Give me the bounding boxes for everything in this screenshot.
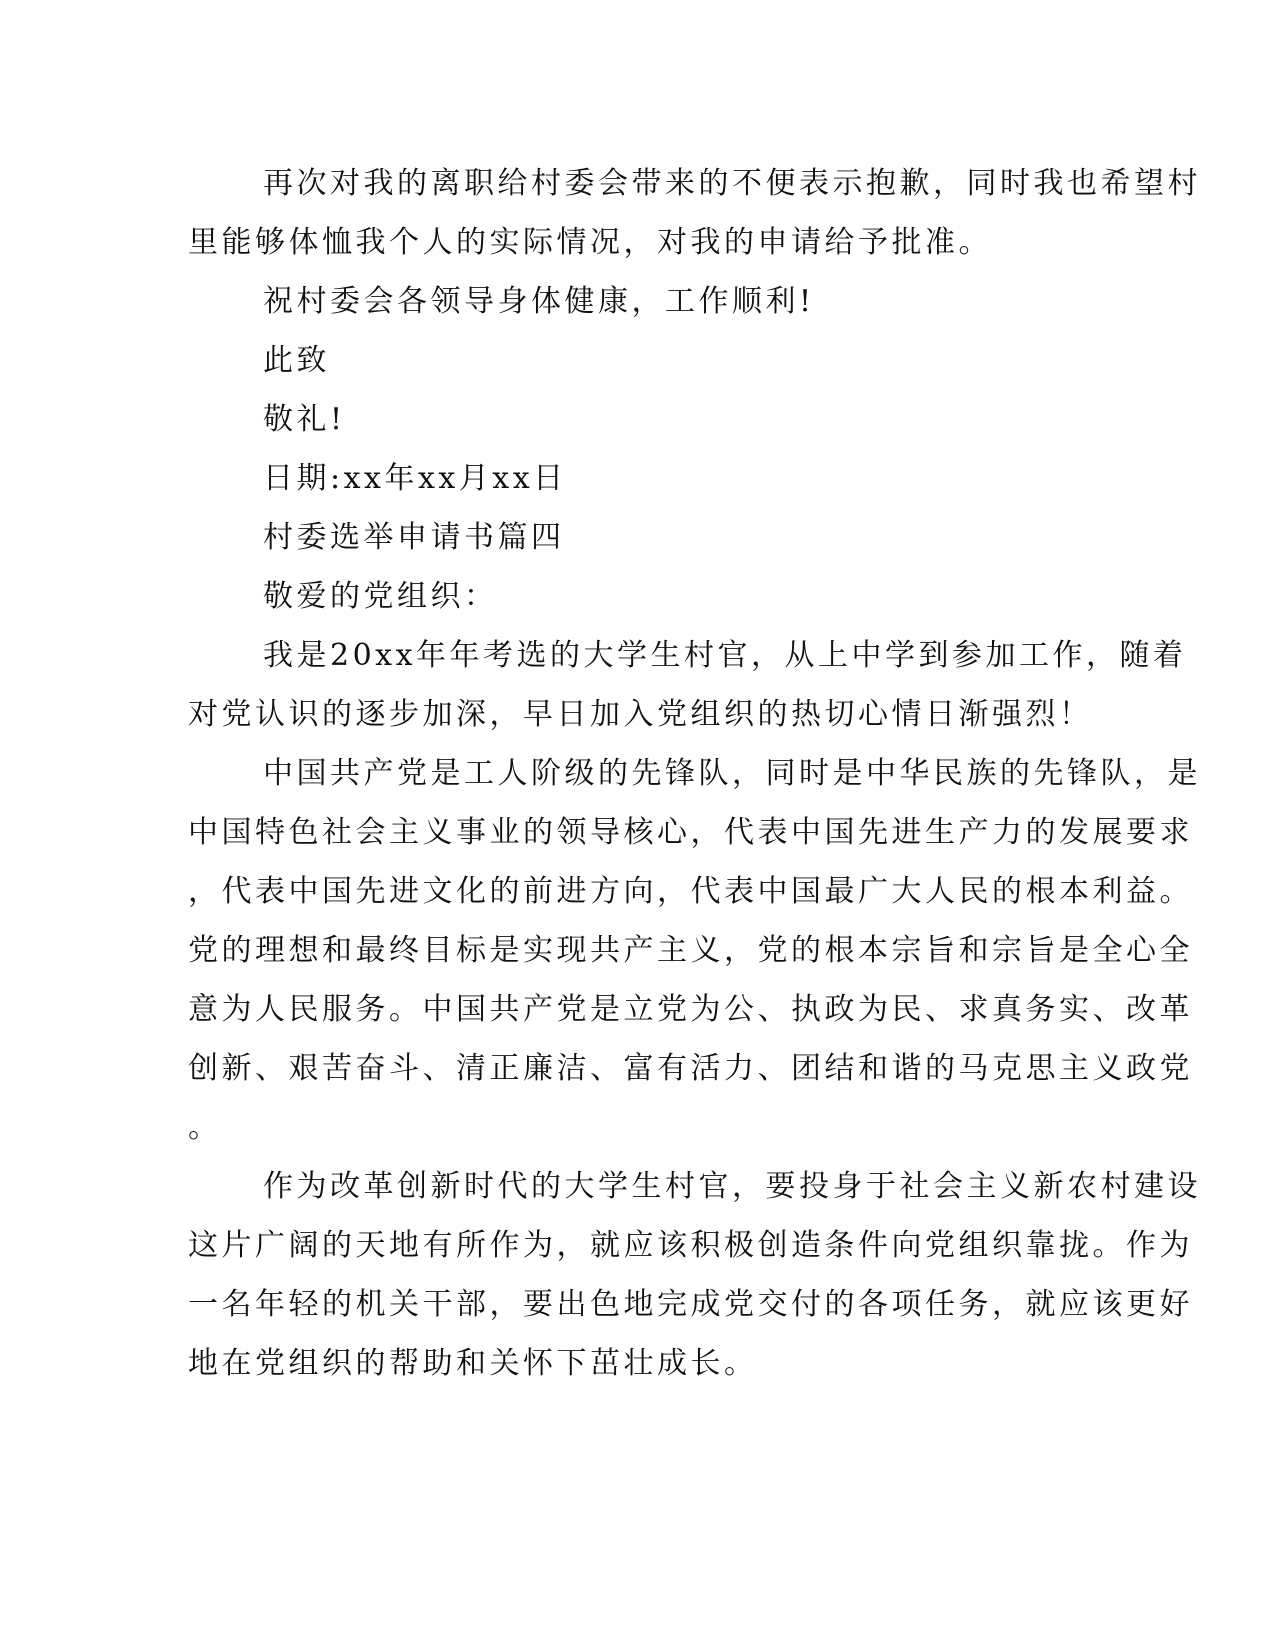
paragraph-reform-line-3: 一名年轻的机关干部，要出色地完成党交付的各项任务，就应该更好 — [188, 1287, 1193, 1322]
paragraph-party-line-3: ，代表中国先进文化的前进方向，代表中国最广大人民的根本利益。 — [188, 874, 1193, 909]
paragraph-apology-line-1: 再次对我的离职给村委会带来的不便表示抱歉，同时我也希望村 — [263, 166, 1201, 201]
paragraph-reform-line-2: 这片广阔的天地有所作为，就应该积极创造条件向党组织靠拢。作为 — [188, 1228, 1193, 1263]
date-line: 日期:xx年xx月xx日 — [263, 461, 567, 496]
paragraph-reform-line-4: 地在党组织的帮助和关怀下茁壮成长。 — [188, 1346, 758, 1381]
paragraph-party-line-6: 创新、艰苦奋斗、清正廉洁、富有活力、团结和谐的马克思主义政党 — [188, 1051, 1193, 1086]
paragraph-reform-line-1: 作为改革创新时代的大学生村官，要投身于社会主义新农村建设 — [263, 1169, 1201, 1204]
paragraph-party-line-2: 中国特色社会主义事业的领导核心，代表中国先进生产力的发展要求 — [188, 815, 1193, 850]
paragraph-party-line-7: 。 — [188, 1110, 222, 1145]
paragraph-party-line-4: 党的理想和最终目标是实现共产主义，党的根本宗旨和宗旨是全心全 — [188, 933, 1193, 968]
paragraph-intro-line-1: 我是20xx年年考选的大学生村官，从上中学到参加工作，随着 — [263, 638, 1187, 673]
greeting-line: 敬爱的党组织： — [263, 579, 498, 614]
paragraph-apology-line-2: 里能够体恤我个人的实际情况，对我的申请给予批准。 — [188, 225, 992, 260]
salutation-line: 敬礼! — [263, 402, 346, 437]
paragraph-intro-line-2: 对党认识的逐步加深，早日加入党组织的热切心情日渐强烈！ — [188, 697, 1093, 732]
paragraph-party-line-1: 中国共产党是工人阶级的先锋队，同时是中华民族的先锋队，是 — [263, 756, 1201, 791]
wishes-line: 祝村委会各领导身体健康，工作顺利! — [263, 284, 815, 319]
paragraph-party-line-5: 意为人民服务。中国共产党是立党为公、执政为民、求真务实、改革 — [188, 992, 1193, 1027]
section-title: 村委选举申请书篇四 — [263, 520, 565, 555]
closing-line: 此致 — [263, 343, 330, 378]
